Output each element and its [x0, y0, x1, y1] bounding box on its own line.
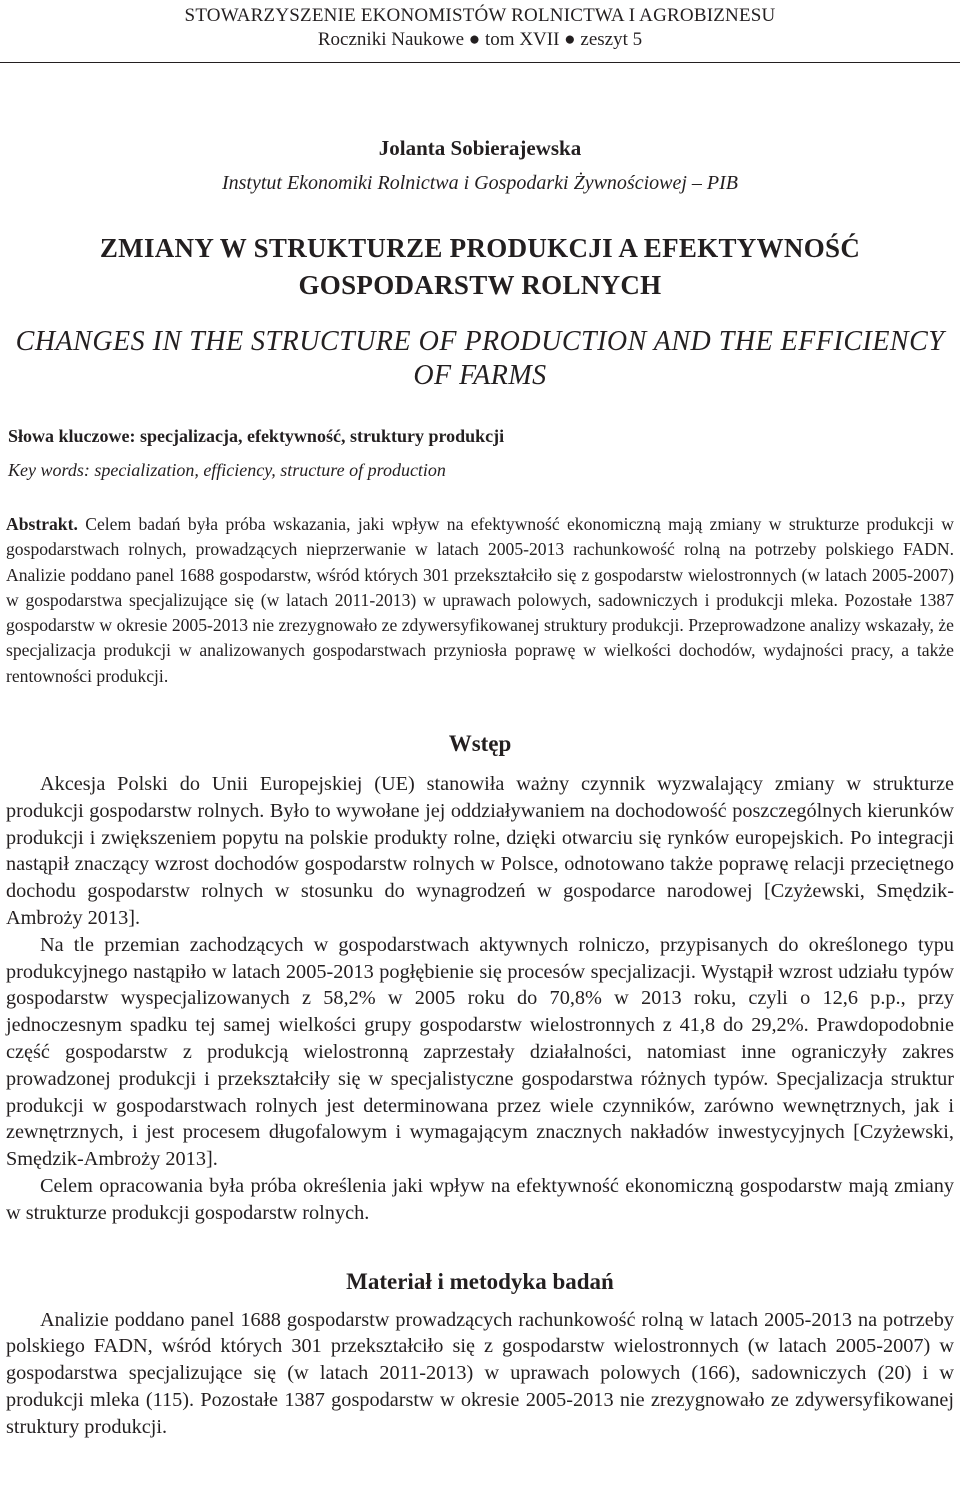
- header-divider: [0, 62, 960, 63]
- author-name: Jolanta Sobierajewska: [378, 136, 582, 160]
- title-polish-line-2: GOSPODARSTW ROLNYCH: [298, 270, 662, 300]
- keywords-block: [0, 423, 960, 483]
- abstract-text: Celem badań była próba wskazania, jaki wpływ na efektywność ekonomiczną mają zmiany w strukturze produkcji w gospodarstwach rolnych, prowadzących nieprzerwanie w latach 2005-2013 rachunkowość rolną na potrzeby polskiego FADN. Analizie poddano panel 1688 gospodarstw, wśród których 301 przekształciło się z gospodarstw wielostronnych (w latach 2005-2007) w gospodarstwa specjalizujące się (w latach 2011-2013) w uprawach polowych, sadowniczych i produkcji mleka. Pozostałe 1387 gospodarstw w okresie 2005-2013 nie zrezygnowało ze zdywersyfikowanej struktury produkcji. Przeprowadzone analizy wskazały, że specjalizacja produkcji w analizowanych gospodarstwach przyniosła poprawę w wielkości dochodów, wydajności pracy, a także rentowności produkcji.: [6, 514, 954, 686]
- title-polish: [0, 230, 960, 304]
- paragraph: Analizie poddano panel 1688 gospodarstw prowadzących rachunkowość rolną w latach 2005-2013 na potrzeby polskiego FADN, wśród których 301 przekształciło się z gospodarstw wielostronnych (w latach 2005-2007) w gospodarstwa specjalizujące się (w latach 2011-2013) w uprawach polowych (166), sadowniczych (20) i w produkcji mleka (115). Pozostałe 1387 gospodarstw w okresie 2005-2013 nie zrezygnowało ze zdywersyfikowanej struktury produkcji.: [6, 1308, 954, 1438]
- title-english-line-2: OF FARMS: [413, 360, 547, 391]
- title-polish-line-1: ZMIANY W STRUKTURZE PRODUKCJI A EFEKTYWNOŚĆ: [99, 233, 861, 263]
- section-heading-methods: Materiał i metodyka badań: [346, 1268, 614, 1294]
- abstract-label: Abstrakt.: [6, 514, 78, 534]
- publisher-name: STOWARZYSZENIE EKONOMISTÓW ROLNICTWA I AGROBIZNESU: [184, 5, 776, 26]
- journal-info: Roczniki Naukowe ● tom XVII ● zeszyt 5: [317, 29, 643, 50]
- section-introduction-body: [0, 771, 960, 1227]
- paragraph: Celem opracowania była próba określenia jaki wpływ na efektywność ekonomiczną gospodarstw mają zmiany w strukturze produkcji gospodarstw rolnych.: [6, 1175, 954, 1224]
- abstract: [0, 512, 960, 689]
- paragraph: Na tle przemian zachodzących w gospodarstwach aktywnych rolniczo, przypisanych do określonego typu produkcyjnego nastąpiło w latach 2005-2013 pogłębienie się procesów specjalizacji. Wystąpił wzrost udziału typów gospodarstw wyspecjalizowanych z 58,2% w 2005 roku do 70,8% w 2013 roku, czyli o 12,6 p.p., przy jednoczesnym spadku tej samej wielkości grupy gospodarstw wielostronnych z 41,8 do 29,2%. Prawdopodobnie część gospodarstw z produkcją wielostronną zaprzestały działalności, natomiast inne ograniczyły zakres prowadzonej produkcji i przekształciły się w specjalistyczne gospodarstwa różnych typów. Specjalizacja struktur produkcji w gospodarstwach rolnych jest determinowana przez wiele czynników, zarówno wewnętrznych, jak i zewnętrznych, i jest procesem długofalowym i wymagającym znacznych nakładów inwestycyjnych [Czyżewski, Smędzik-Ambroży 2013].: [6, 933, 954, 1171]
- paragraph: Akcesja Polski do Unii Europejskiej (UE) stanowiła ważny czynnik wyzwalający zmiany w strukturze produkcji gospodarstw rolnych. Było to wywołane jej oddziaływaniem na dochodowość poszczególnych kierunków produkcji i zwiększeniem popytu na polskie produkty rolne, dzięki otwarciu się rynków europejskich. Po integracji nastąpił znaczący wzrost dochodów gospodarstw rolnych w Polsce, odnotowano także poprawę relacji przeciętnego dochodu gospodarstw rolnych w stosunku do wynagrodzeń w gospodarce narodowej [Czyżewski, Smędzik-Ambroży 2013].: [6, 773, 954, 930]
- running-header: [0, 0, 960, 63]
- section-heading-introduction: Wstęp: [448, 731, 512, 757]
- section-methods-body: [0, 1307, 960, 1441]
- title-english: [0, 325, 960, 393]
- title-english-line-1: CHANGES IN THE STRUCTURE OF PRODUCTION AND THE EFFICIENCY: [15, 326, 945, 357]
- keywords-polish: Słowa kluczowe: specjalizacja, efektywność, struktury produkcji: [8, 426, 505, 446]
- author-affiliation: Instytut Ekonomiki Rolnictwa i Gospodarki Żywnościowej – PIB: [221, 172, 739, 194]
- keywords-english: Key words: specialization, efficiency, structure of production: [8, 460, 446, 480]
